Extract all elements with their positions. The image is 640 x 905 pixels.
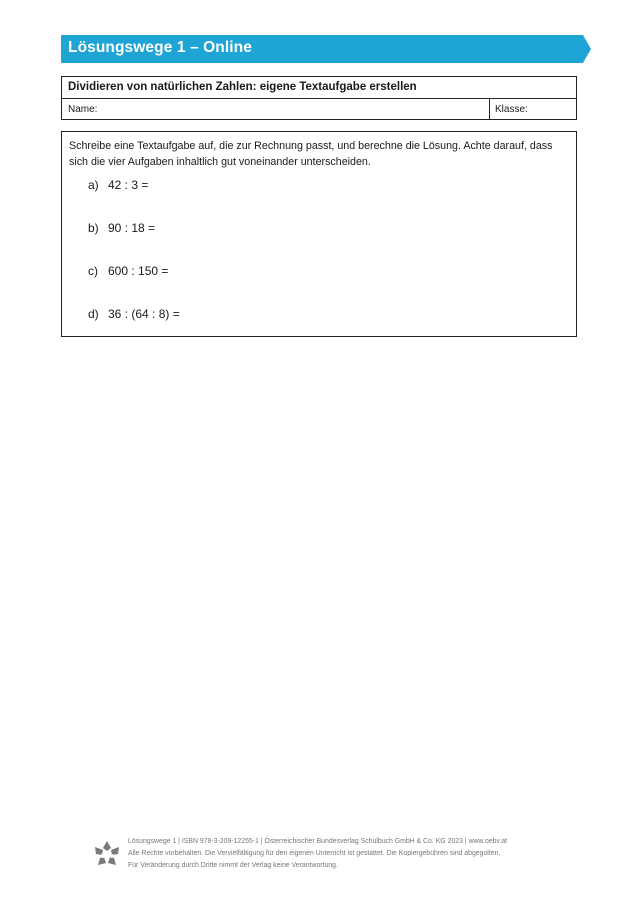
task-expression: 90 : 18 = [108, 221, 156, 235]
banner-title: Lösungswege 1 – Online [68, 39, 252, 56]
klasse-field: Klasse: [495, 104, 528, 115]
title-banner [61, 35, 591, 63]
student-info-row [62, 99, 576, 120]
oebv-logo-icon [92, 838, 122, 872]
task-box [61, 131, 577, 337]
task-item-b [88, 221, 155, 235]
task-letter: d) [88, 307, 99, 321]
footer-line-2: Alle Rechte vorbehalten. Die Vervielfältigung für den eigenen Unterricht ist gestattet. Die Kopiergebühren sind abgegolten. [128, 850, 501, 857]
task-item-c [88, 264, 168, 278]
task-letter: b) [88, 221, 99, 235]
task-item-a [88, 178, 148, 192]
task-instructions [69, 138, 565, 170]
worksheet-title: Dividieren von natürlichen Zahlen: eigene Textaufgabe erstellen [62, 77, 576, 99]
name-field: Name: [62, 99, 490, 120]
task-expression: 36 : (64 : 8) = [108, 307, 180, 321]
instructions-line-1: Schreibe eine Textaufgabe auf, die zur Rechnung passt, und berechne die Lösung. Achte darauf, dass [69, 140, 553, 152]
task-expression: 600 : 150 = [108, 264, 169, 278]
footer-line-1: Lösungswege 1 | ISBN 978-3-209-12255-1 | Österreichischer Bundesverlag Schulbuch GmbH & Co. KG 2023 | www.oebv.at [128, 838, 508, 845]
task-letter: c) [88, 264, 98, 278]
footer-text [128, 836, 568, 872]
logo-text: öbv [100, 853, 114, 860]
instructions-line-2: sich die vier Aufgaben inhaltlich gut voneinander unterscheiden. [69, 156, 371, 168]
worksheet-header [61, 76, 577, 120]
footer-line-3: Für Veränderung durch Dritte nimmt der Verlag keine Verantwortung. [128, 862, 338, 869]
page-footer [92, 836, 572, 876]
task-expression: 42 : 3 = [108, 178, 149, 192]
task-letter: a) [88, 178, 99, 192]
task-item-d [88, 307, 180, 321]
